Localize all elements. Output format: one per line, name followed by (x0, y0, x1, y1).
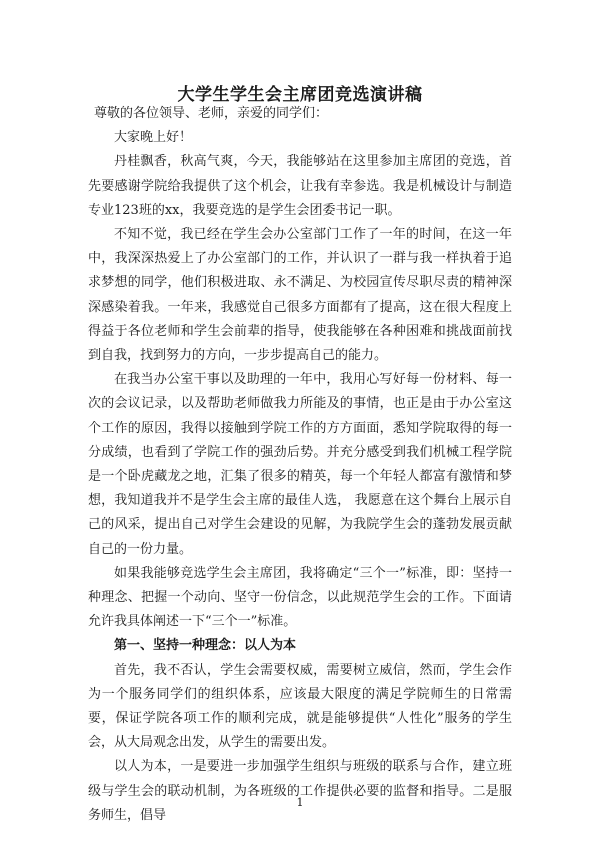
paragraph-three-standards: 如果我能够竞选学生会主席团，我将确定“三个一”标准，即：坚持一种理念、把握一个动向、坚守一份信念，以此规范学生会的工作。下面请允许我具体阐述一下“三个一”标准。 (88, 565, 512, 630)
greeting: 大家晚上好！ (114, 130, 193, 146)
paragraph-authority: 首先，我不否认，学生会需要权威，需要树立威信，然而，学生会作为一个服务同学们的组织体系，应该最大限度的满足学院师生的日常需要，保证学院各项工作的顺利完成，就是能够提供“人性化”服务的学生会，从大局观念出发，从学生的需要出发。 (88, 662, 512, 751)
paragraph-intro: 丹桂飘香，秋高气爽，今天，我能够站在这里参加主席团的竞选，首先要感谢学院给我提供了这个机会，让我有幸参选。我是机械设计与制造专业123班的xx，我要竞选的是学生会团委书记一职。 (88, 154, 512, 218)
page-number: 1 (296, 796, 304, 809)
section-heading: 第一、坚持一种理念：以人为本 (114, 638, 297, 654)
paragraph-assistant-year: 在我当办公室干事以及助理的一年中，我用心写好每一份材料、每一次的会议记录，以及帮助老师做我力所能及的事情，也正是由于办公室这个工作的原因，我得以接触到学院工作的方方面面，悉知学院取得的每一分成绩，也看到了学院工作的强劲后势。并充分感受到我们机械工程学院是一个卧虎藏龙之地，汇集了很多的精英，每一个年轻人都富有激情和梦想，我知道我并不是学生会主席的最佳人选， 我愿意在这个舞台上展示自己的风采，提出自己对学生会建设的见解，为我院学生会的蓬勃发展贡献自己的一份力量。 (88, 372, 512, 557)
salutation: 尊敬的各位领导、老师，亲爱的同学们： (94, 106, 329, 121)
paragraph-office-experience: 不知不觉，我已经在学生会办公室部门工作了一年的时间，在这一年中，我深深热爱上了办公室部门的工作，并认识了一群与我一样执着于追求梦想的同学，他们积极进取、永不满足、为校园宣传尽职尽责的精神深深感染着我。一年来，我感觉自己很多方面都有了提高，这在很大程度上得益于各位老师和学生会前辈的指导，使我能够在各种困难和挑战面前找到自我，找到努力的方向，一步步提高自己的能力。 (88, 227, 512, 364)
document-title: 大学生学生会主席团竞选演讲稿 (177, 85, 423, 105)
paragraph-people-oriented: 以人为本，一是要进一步加强学生组织与班级的联系与合作，建立班级与学生会的联动机制，为各班级的工作提供必要的监督和指导。二是服务师生，倡导 (88, 759, 512, 823)
document-body (88, 102, 512, 828)
